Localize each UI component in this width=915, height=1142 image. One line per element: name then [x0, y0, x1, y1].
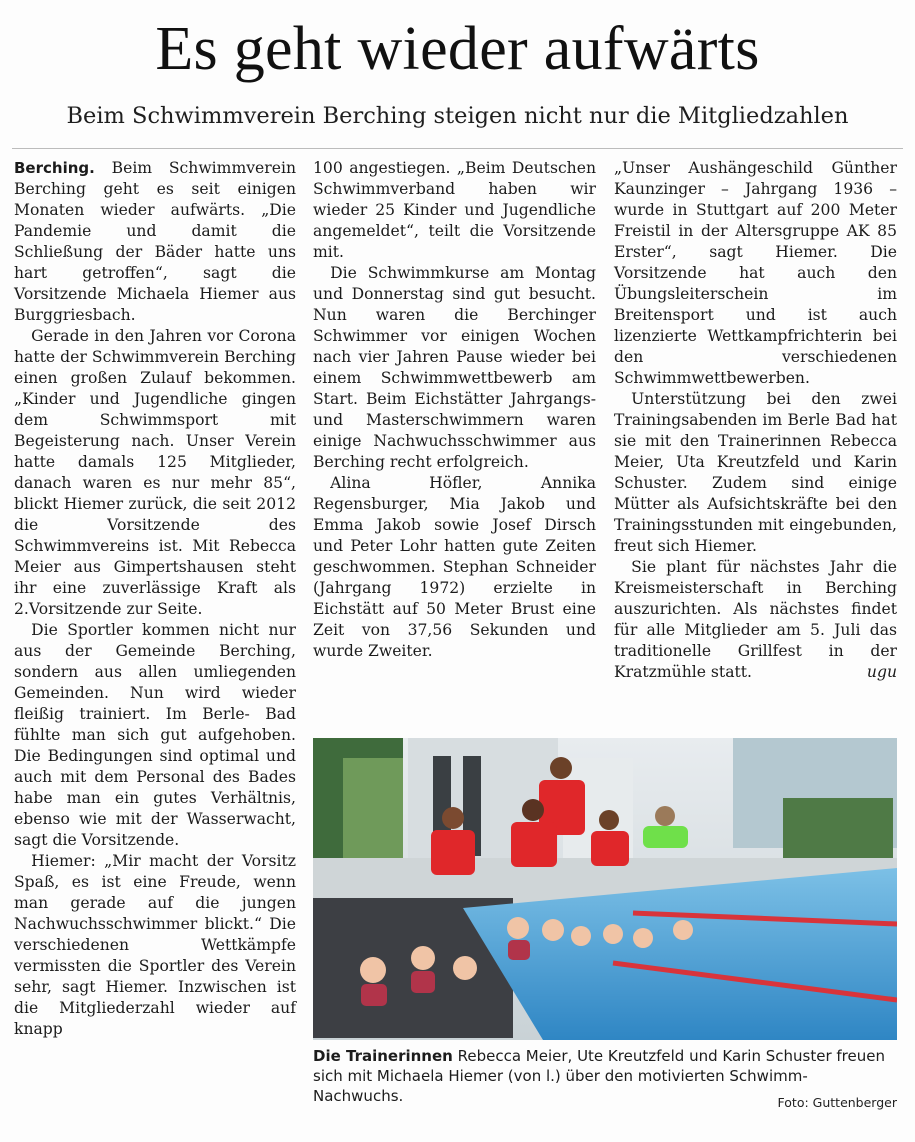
pool-scene-image	[313, 738, 897, 1040]
headline: Es geht wieder aufwärts	[155, 15, 760, 83]
photo-credit: Foto: Guttenberger	[777, 1095, 897, 1110]
paragraph: Die Schwimmkurse am Montag und Donnerstag sind gut besucht. Nun waren die Berchinger Schwimmer vor einigen Wochen nach vier Jahren Pause wieder bei einem Schwimmwettbewerb am Start. Beim Eichstätter Jahrgangs- und Masterschwimmern waren einige Nachwuchsschwimmer aus Berching recht erfolgreich.	[313, 264, 596, 471]
paragraph: Hiemer: „Mir macht der Vorsitz Spaß, es ist eine Freude, wenn man gerade auf die jungen Nachwuchsschwimmer blickt.“ Die verschiedenen Wettkämpfe vermissten die Sportler des Verein sehr, sagt Hiemer. Inzwischen ist die Mitgliederzahl wieder auf knapp	[14, 852, 296, 1038]
dateline: Berching.	[14, 159, 95, 177]
subheadline: Beim Schwimmverein Berching steigen nicht nur die Mitgliedzahlen	[66, 103, 849, 129]
article-column-2	[313, 158, 596, 662]
caption-text: Rebecca Meier, Ute Kreutzfeld und Karin Schuster freuen sich mit Michaela Hiemer (von l.) über den motivierten Schwimm-Nachwuchs.	[313, 1047, 885, 1105]
paragraph	[14, 158, 296, 326]
caption-lead: Die Trainerinnen	[313, 1047, 453, 1065]
paragraph: Gerade in den Jahren vor Corona hatte der Schwimmverein Berching einen großen Zulauf bekommen. „Kinder und Jugendliche gingen dem Schwimmsport mit Begeisterung nach. Unser Verein hatte damals 125 Mitglieder, danach waren es nur mehr 85“, blickt Hiemer zurück, die seit 2012 die Vorsitzende des Schwimmvereins ist. Mit Rebecca Meier aus Gimpertshausen steht ihr eine zuverlässige Kraft als 2.Vorsitzende zur Seite.	[14, 327, 296, 618]
article-column-3	[614, 158, 897, 683]
paragraph: 100 angestiegen. „Beim Deutschen Schwimmverband haben wir wieder 25 Kinder und Jugendliche angemeldet“, teilt die Vorsitzende mit.	[313, 159, 596, 261]
article-column-1	[14, 158, 296, 1040]
paragraph-text: Sie plant für nächstes Jahr die Kreismeisterschaft in Berching auszurichten. Als nächstes findet für alle Mitglieder am 5. Juli das traditionelle Grillfest in der Kratzmühle statt.	[614, 558, 897, 681]
paragraph: Unterstützung bei den zwei Trainingsabenden im Berle Bad hat sie mit den Trainerinnen Rebecca Meier, Uta Kreutzfeld und Karin Schuster. Zudem sind einige Mütter als Aufsichtskräfte bei den Trainingsstunden mit eingebunden, freut sich Hiemer.	[614, 390, 897, 555]
author-initials: ugu	[866, 663, 897, 681]
paragraph: „Unser Aushängeschild Günther Kaunzinger – Jahrgang 1936 – wurde in Stuttgart auf 200 Meter Freistil in der Altersgruppe AK 85 Erster“, sagt Hiemer. Die Vorsitzende hat auch den Übungsleiterschein im Breitensport und ist auch lizenzierte Wettkampfrichterin bei den verschiedenen Schwimmwettbewerben.	[614, 159, 897, 387]
paragraph: Die Sportler kommen nicht nur aus der Gemeinde Berching, sondern aus allen umliegenden Gemeinden. Nun wird wieder fleißig trainiert. Im Berle- Bad fühlte man sich gut aufgehoben. Die Bedingungen sind optimal und auch mit dem Personal des Bades habe man ein gutes Verhältnis, ebenso wie mit der Wasserwacht, sagt die Vorsitzende.	[14, 621, 296, 849]
paragraph	[614, 557, 897, 683]
team-photo	[313, 738, 897, 1040]
paragraph: Alina Höfler, Annika Regensburger, Mia Jakob und Emma Jakob sowie Josef Dirsch und Peter Lohr hatten gute Zeiten geschwommen. Stephan Schneider (Jahrgang 1972) erzielte in Eichstätt auf 50 Meter Brust eine Zeit von 37,56 Sekunden und wurde Zweiter.	[313, 474, 596, 660]
paragraph-text: Beim Schwimmverein Berching geht es seit einigen Monaten wieder aufwärts. „Die Pandemie und damit die Schließung der Bäder hatte uns hart getroffen“, sagt die Vorsitzende Michaela Hiemer aus Burggriesbach.	[14, 159, 296, 324]
divider	[12, 148, 903, 149]
